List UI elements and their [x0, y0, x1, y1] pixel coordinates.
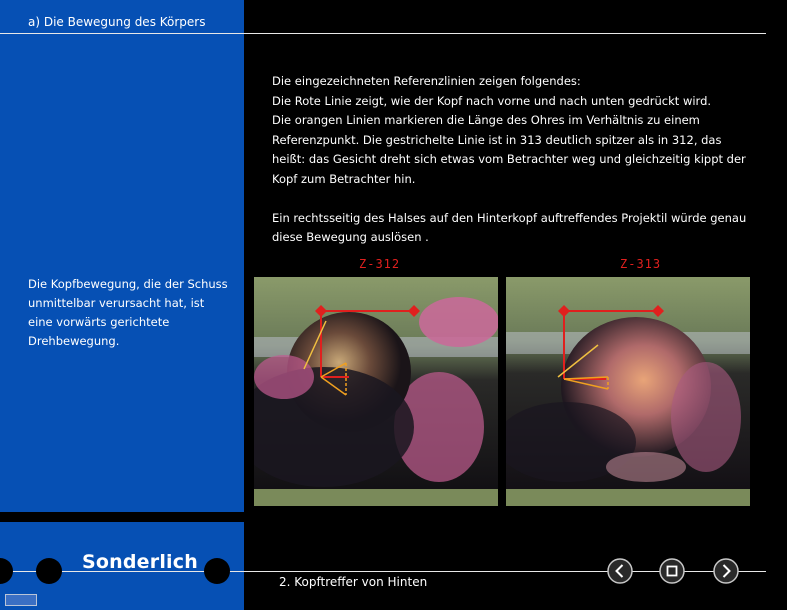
- arrow-right-icon: [713, 558, 739, 584]
- sidebar-line: Drehbewegung.: [28, 334, 120, 348]
- sidebar-line: Die Kopfbewegung, die der Schuss: [28, 277, 228, 291]
- frame-label-312: Z-312: [359, 257, 401, 271]
- stop-button[interactable]: [659, 558, 685, 584]
- square-stop-icon: [659, 558, 685, 584]
- main-description: [272, 72, 772, 248]
- description-line: Referenzpunkt. Die gestrichelte Linie ist in 313 deutlich spitzer als in 312, das: [272, 132, 722, 147]
- arrow-left-icon: [607, 558, 633, 584]
- brand-logo: Sonderlich: [82, 551, 198, 573]
- section-title: a) Die Bewegung des Körpers: [28, 15, 206, 29]
- description-line: Die eingezeichneten Referenzlinien zeigen folgendes:: [272, 74, 581, 88]
- description-line: Die orangen Linien markieren die Länge des Ohres im Verhältnis zu einem: [272, 113, 700, 127]
- next-button[interactable]: [713, 558, 739, 584]
- prev-button[interactable]: [607, 558, 633, 584]
- description-line: [272, 189, 772, 209]
- description-line: diese Bewegung auslösen .: [272, 230, 429, 244]
- window-corner-icon[interactable]: [5, 594, 37, 606]
- sidebar-summary: [28, 275, 233, 351]
- frame-image-312: [254, 277, 498, 506]
- description-line: Ein rechtsseitig des Halses auf den Hinterkopf auftreffendes Projektil würde genau: [272, 210, 747, 225]
- sidebar-line: unmittelbar verursacht hat, ist: [28, 296, 205, 310]
- frame-label-313: Z-313: [620, 257, 662, 271]
- frame-image-313: [506, 277, 750, 506]
- decor-dot: [36, 558, 62, 584]
- description-line: Die Rote Linie zeigt, wie der Kopf nach vorne und nach unten gedrückt wird.: [272, 93, 712, 108]
- decor-dot: [204, 558, 230, 584]
- sidebar-panel: [0, 0, 244, 512]
- description-line: Kopf zum Betrachter hin.: [272, 171, 416, 186]
- sidebar-line: eine vorwärts gerichtete: [28, 315, 170, 329]
- description-line: heißt: das Gesicht dreht sich etwas vom Betrachter weg und gleichzeitig kippt der: [272, 152, 746, 166]
- chapter-title: 2. Kopftreffer von Hinten: [279, 575, 428, 589]
- header-divider: [0, 33, 766, 34]
